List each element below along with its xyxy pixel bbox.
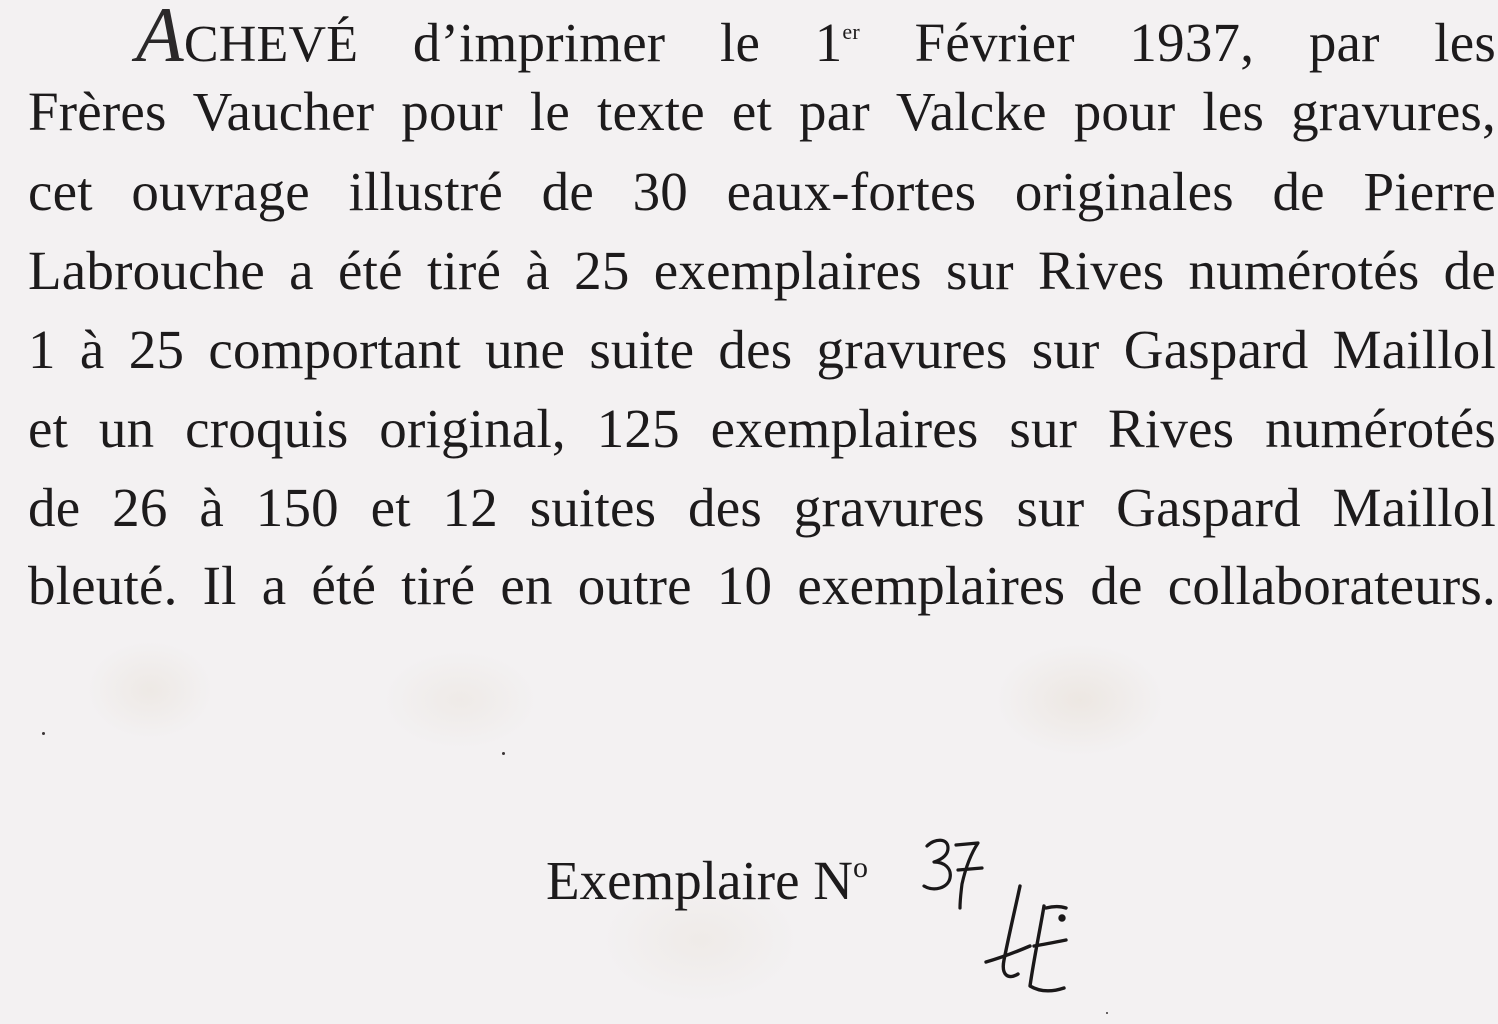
colophon-line-8: bleuté. Il a été tiré en outre 10 exemplaires de collaborateurs. (28, 555, 1496, 616)
line-1-text: d’imprimer le 1 (412, 12, 843, 73)
colophon-line-4: Labrouche a été tiré à 25 exemplaires sur Rives numérotés de (28, 240, 1496, 301)
colophon-line-5: 1 à 25 comportant une suite des gravures sur Gaspard Maillol (28, 319, 1496, 380)
exemplaire-text: Exemplaire N (546, 850, 853, 911)
colophon-line-1 (136, 0, 1496, 78)
handwritten-number (924, 840, 982, 908)
colophon-line-3: cet ouvrage illustré de 30 eaux-fortes originales de Pierre (28, 161, 1496, 222)
line-1-text-end: Février 1937, par les (914, 12, 1496, 73)
numero-degree: o (852, 851, 868, 884)
drop-cap: A (136, 0, 184, 78)
handwritten-monogram (986, 886, 1066, 991)
paper-speck (42, 732, 45, 735)
colophon-line-2: Frères Vaucher pour le texte et par Valcke pour les gravures, (28, 81, 1496, 142)
paper-speck (502, 752, 505, 755)
ordinal-suffix: er (842, 19, 860, 44)
paper-speck (1106, 1012, 1108, 1014)
colophon-line-6: et un croquis original, 125 exemplaires sur Rives numérotés (28, 398, 1496, 459)
colophon-line-7: de 26 à 150 et 12 suites des gravures sur Gaspard Maillol (28, 477, 1496, 538)
first-word: CHEVÉ (183, 16, 359, 73)
exemplaire-label (546, 838, 868, 911)
